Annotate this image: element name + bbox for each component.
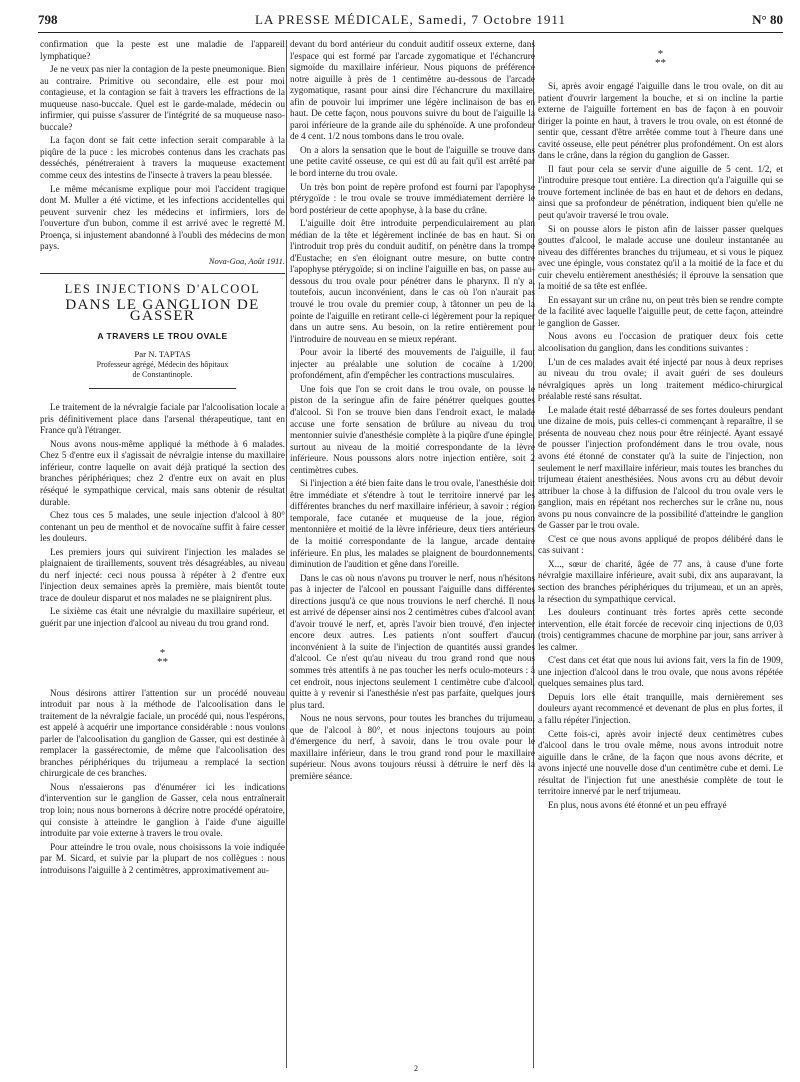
issue-number: N° 80 [752,12,783,27]
paragraph: Cette fois-ci, après avoir injecté deux centimètres cubes d'alcool dans le trou ovale même, nous avons introduit notre aiguille dans le crâne, de la façon que nous avons décrite, et avons injecté une nouvelle dose d'un centimètre cube et demi. Le résultat de l'injection fut une anesthésie complète de tout le territoire innervé par le nerf trijumeau. [538,729,783,798]
column-1 [40,40,285,1070]
paragraph: Nous n'essaierons pas d'énumérer ici les indications d'intervention sur le ganglion de Gasser, cela nous entraînerait trop loin; nous nous bornerons à décrire notre procédé opératoire, qui consiste à atteindre le ganglion à l'aide d'une aiguille introduite par voie externe à travers le trou ovale. [40,782,285,840]
column-2 [290,40,535,1070]
author-affiliation [40,360,285,380]
paragraph: En plus, nous avons été étonné et un peu effrayé [548,800,727,811]
paragraph: Nous ne nous servons, pour toutes les branches du trijumeau, que de l'alcool à 80°, et nous injectons toujours au point d'émergence du nerf, à savoir, dans le trou ovale pour le maxillaire inférieur, dans le trou grand rond pour le maxillaire supérieur. Nous avons toujours réussi à détruire le nerf dès la première séance. [290,714,535,782]
paragraph: En essayant sur un crâne nu, on peut très bien se rendre compte de la facilité avec laquelle l'aiguille peut, de cette façon, atteindre le ganglion de Gasser. [538,295,783,329]
paragraph: C'est dans cet état que nous lui avions fait, vers la fin de 1909, une injection d'alcool dans le trou ovale, que nous avons répétée quelques semaines plus tard. [538,656,783,690]
asterism: * ** [655,48,666,69]
paragraph: X..., sœur de charité, âgée de 77 ans, à cause d'une forte névralgie maxillaire inférieure, avait subi, dix ans auparavant, la section des branches périphériques du trijumeau, et un an après, la résection du sympathique cervical. [538,559,783,605]
paragraph: Nous avons eu l'occasion de pratiquer deux fois cette alcoolisation du ganglion, dans les conditions suivantes : [538,332,783,355]
article-separator [40,273,285,274]
short-rule [89,388,236,389]
paragraph: Le malade était resté débarrassé de ses fortes douleurs pendant une dizaine de mois, puis celles-ci commençant à reparaître, il se présenta de nouveau chez nous pour être réinjecté. Ayant essayé de pousser l'injection profondément dans le trou ovale, nous avons été étonné de constater qu'à la suite de l'injection, non seulement le nerf maxillaire inférieur, mais toutes les branches du trijumeau étaient anesthésiées. Nous avons cru au début devoir attribuer la chose à la diffusion de l'alcool du trou ovale vers le ganglion, mais en répétant nos recherches sur le crâne nu, nous avons pu nous convaincre de la possibilité d'atteindre le ganglion de Gasser par le trou ovale. [538,405,783,532]
article-author: Par N. TAPTAS [134,348,191,359]
asterism: * ** [157,646,168,668]
paragraph: Le traitement de la névralgie faciale par l'alcoolisation locale a pris définitivement place dans l'arsenal thérapeutique, tant en France qu'à l'étranger. [40,403,285,437]
paragraph: Pour atteindre le trou ovale, nous choisissons la voie indiquée par M. Sicard, et suivie par la plupart de nos collègues : nous introduisons l'aiguille à 2 centimètres, approximativement au- [40,842,285,876]
column-3 [538,40,783,1070]
paragraph: Il faut pour cela se servir d'une aiguille de 5 cent. 1/2, et l'introduire presque tout entière. La direction qu'a l'aiguille qui se trouve fortement inclinée de bas en haut et de dehors en dedans, ainsi que sa profondeur de pénétration, indiquent bien qu'elle ne peut qu'avoir traversé le trou ovale. [538,164,783,222]
paragraph: L'un de ces malades avait été injecté par nous à deux reprises au niveau du trou ovale; il avait guéri de ses douleurs névralgiques après un long traitement médico-chirurgical préalable resté sans résultat. [538,357,783,403]
signature: Nova-Goa, Août 1911. [208,255,285,266]
paragraph: Si on pousse alors le piston afin de laisser passer quelques gouttes d'alcool, le malade accuse une douleur instantanée au niveau des différentes branches du trijumeau, et si vous le piquez avec une épingle, vous constatez qu'il a la moitié de la face et du cuir chevelu entièrement anesthésiés; il éprouve la sensation que la moitié de sa tête est enflée. [538,224,783,293]
article-title-line-2: DANS LE GANGLION DE GASSER [65,296,260,325]
paragraph: Nous désirons attirer l'attention sur un procédé nouveau introduit par nous à la méthode de l'alcoolisation dans le traitement de la névralgie faciale, un procédé qui, nous l'espérons, est appelé à acquérir une importance considérable : nous voulons parler de l'alcoolisation du ganglion de Gasser, qui est destinée à remplacer la gassérectomie, de même que l'alcoolisation des branches périphériques du trijumeau a remplacé la section chirurgicale de ces branches. [40,688,285,780]
paragraph: Le même mécanisme explique pour moi l'accident tragique dont M. Muller a été victime, et les infections accidentelles qui peuvent survenir chez les médecins et infirmiers, lors de l'ouverture d'un bubon, comme il est arrivé avec le regretté M. Proença, si injustement abandonné à l'oubli des médecins de mon pays. [40,184,285,253]
paragraph: L'aiguille doit être introduite perpendiculairement au plan médian de la tête et légèrement inclinée de bas en haut. Si on l'introduit trop près du conduit auditif, on pénètre dans la trompe d'Eustache; en s'en éloignant outre mesure, on butte contre l'apophyse ptérygoïde; si on incline l'aiguille en bas, on passe au-dessous du trou ovale pour pénétrer dans le pharynx. Il n'y a, toutefois, aucun inconvénient, dans le cas où l'on n'aurait pas trouvé le trou ovale du premier coup, à tâtonner un peu de la pointe de l'aiguille en retirant celle-ci légèrement pour la repiquer dans un autre sens. Au besoin, on la retire entièrement pour l'introduire de nouveau en se mieux repérant. [290,219,535,345]
column-divider [286,40,287,1068]
page-number: 798 [38,12,58,27]
paragraph: devant du bord antérieur du conduit auditif osseux externe, dans l'espace qui est formé par l'arcade zygomatique et l'échancrure sigmoïde du maxillaire inférieur. Nous piquons de préférence notre aiguille à près de 1 centimètre au-dessous de l'arcade zygomatique, rasant pour ainsi dire l'échancrure du maxillaire, afin de pouvoir lui imprimer une légère inclinaison de bas en haut. De cette façon, nous pouvons suivre du bout de l'aiguille la paroi inférieure de la grande aile du sphénoïde. A une profondeur de 4 cent. 1/2 nous tombons dans le trou ovale. [290,40,535,143]
paragraph: Le sixième cas était une névralgie du maxillaire supérieur, et guérit par une injection d'alcool au niveau du trou grand rond. [40,607,285,629]
affiliation-line: de Constantinople. [132,370,193,380]
paragraph: Chez tous ces 5 malades, une seule injection d'alcool à 80° contenant un peu de menthol et de novocaïne suffit à faire cesser les douleurs. [40,511,285,545]
footer-mark: 2 [414,1064,418,1073]
article-title-line-1: LES INJECTIONS D'ALCOOL [64,282,261,297]
header-rule [38,32,783,33]
paragraph: Si, après avoir engagé l'aiguille dans le trou ovale, on dit au patient d'ouvrir largement la bouche, et si on incline la partie externe de l'aiguille fortement en bas de façon à en pouvoir diriger la pointe en haut, à travers le trou ovale, on est étonné de sentir que, cessant d'être arrêtée comme tout à l'heure dans une cavité osseuse, elle peut pénétrer plus profondément. On est alors dans le crâne, dans la région du ganglion de Gasser. [538,82,783,162]
paragraph: Les premiers jours qui suivirent l'injection les malades se plaignaient de tiraillements, souvent très désagréables, au niveau du nerf injecté: ceci nous poussa à répéter à 2 d'entre eux l'injection deux semaines après la première, mais bientôt toute trace de douleur disparut et nos malades ne se plaignirent plus. [40,547,285,604]
paragraph: Pour avoir la liberté des mouvements de l'aiguille, il faut injecter au préalable une solution de cocaïne à 1/200, profondément, afin d'empêcher les contractions musculaires. [290,348,535,382]
article-subtitle: A TRAVERS LE TROU OVALE [97,331,228,342]
paragraph: Une fois que l'on se croit dans le trou ovale, on pousse le piston de la seringue afin de faire pénétrer quelques gouttes d'alcool. Si l'on se trouve bien dans l'endroit exact, le malade accuse une forte sensation de brûlure au niveau du trou mentonnier suivie d'anesthésie complète à la piqûre d'une épingle, surtout au niveau de la moitié correspondante de la lèvre inférieure. Nous poussons alors notre injection entière, soit 2 centimètres cubes. [290,384,535,476]
affiliation-line: Professeur agrégé, Médecin des hôpitaux [96,360,229,370]
paragraph: Un très bon point de repère profond est fourni par l'apophyse ptérygoïde : le trou ovale se trouve immédiatement derrière le bord postérieur de cette apophyse, à la base du crâne. [290,182,535,216]
paragraph: La façon dont se fait cette infection serait comparable à la piqûre de la puce : les microbes contenus dans les crachats pas desséchés, pénétreraient à travers la muqueuse exactement comme ceux des intestins de l'insecte à travers la peau blessée. [40,136,285,182]
paragraph: Je ne veux pas nier la contagion de la peste pneumonique. Bien au contraire. Primitive ou secondaire, elle est pour moi contagieuse, et la contagion se fait à travers les effractions de la muqueuse naso-buccale. Quel est le garde-malade, médecin ou infirmier, qui puisse s'assurer de l'intégrité de sa muqueuse naso-buccale? [40,65,285,133]
paragraph: C'est ce que nous avons appliqué de propos délibéré dans le cas suivant : [538,534,783,557]
paragraph: Dans le cas où nous n'avons pu trouver le nerf, nous n'hésitons pas à injecter de l'alcool en poussant l'aiguille dans différentes directions jusqu'à ce que nous trouvions le nerf cherché. Il nous est arrivé de dépenser ainsi nos 2 centimètres cubes d'alcool avant d'avoir trouvé le nerf, et, après l'avoir bien trouvé, d'en injecter encore deux autres. Les patients n'ont souffert d'aucun inconvénient à la suite de l'injection de quantités aussi grandes d'alcool. Ce n'est qu'au niveau du trou grand rond que nous sommes très attentifs à ne pas toucher les nerfs oculo-moteurs : à cet endroit, nous injectons seulement 1 centimètre cube d'alcool, quitte à y revenir si l'anesthésie n'est pas parfaite, quelques jours plus tard. [290,573,535,711]
paragraph: Les douleurs continuant très fortes après cette seconde intervention, elle était forcée de recevoir cinq injections de 0,03 (trois) centigrammes chacune de morphine par jour, sans arriver à les calmer. [538,608,783,653]
running-header [38,8,783,34]
paragraph: Si l'injection a été bien faite dans le trou ovale, l'anesthésie doit être immédiate et s'étendre à tout le territoire innervé par les différentes branches du nerf maxillaire inférieur, à savoir : région temporale, face cutanée et muqueuse de la joue, région mentonnière et moitié de la lèvre inférieure, deux tiers antérieurs de la moitié correspondante de la langue, arcade dentaire inférieure. En plus, les malades se plaignent de bourdonnements, diminution de l'audition et gêne dans l'oreille. [290,479,535,571]
paragraph: Depuis lors elle était tranquille, mais dernièrement ses douleurs ayant recommencé et devenant de plus en plus fortes, il a fallu répéter l'injection. [538,692,783,726]
paragraph: confirmation que la peste est une maladie de l'appareil lymphatique? [40,40,285,62]
journal-title: LA PRESSE MÉDICALE, Samedi, 7 Octobre 1911 [255,12,566,27]
paragraph: Nous avons nous-même appliqué la méthode à 6 malades. Chez 5 d'entre eux il s'agissait de névralgie intense du maxillaire inférieur, contre laquelle on avait déjà pratiqué la section des branches périphériques; chez 2 d'entre eux on avait en plus réséqué le sympathique cervical, mais sans obtenir de résultat durable. [40,439,285,508]
paragraph: On a alors la sensation que le bout de l'aiguille se trouve dans une petite cavité osseuse, ce qui est dû au fait qu'il est arrêté par le bord interne du trou ovale. [290,145,535,180]
